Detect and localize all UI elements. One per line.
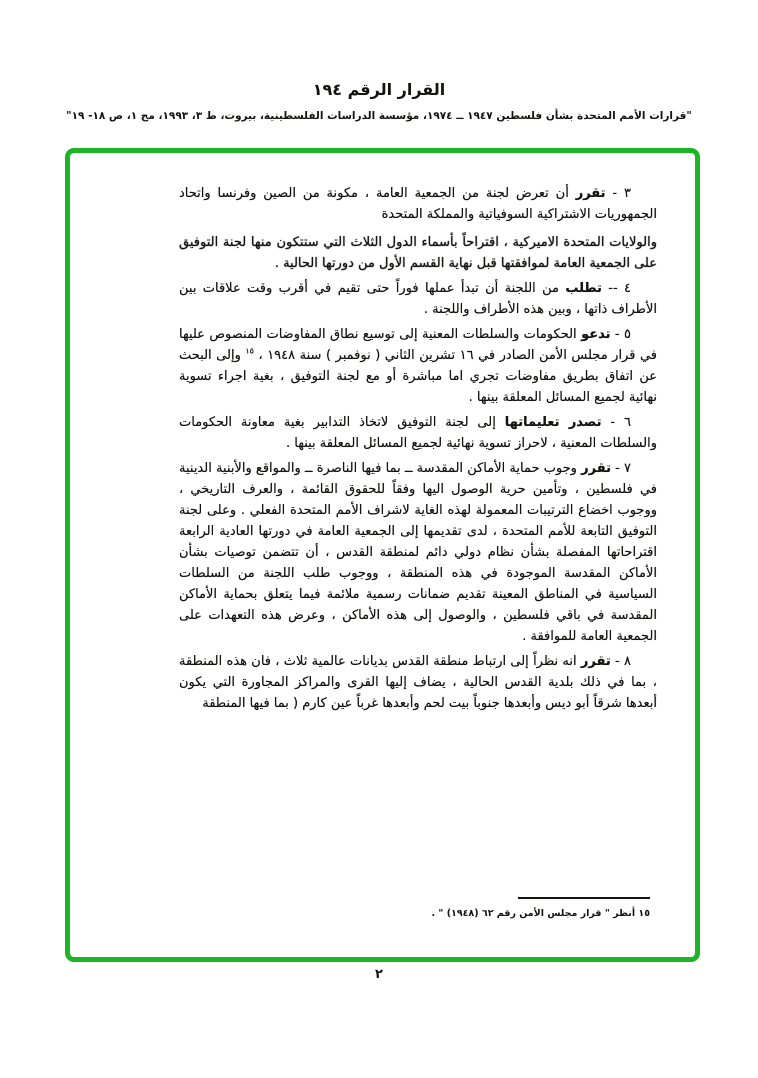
- footnote: [410, 908, 650, 919]
- paragraph-3-lead-word: تقرر: [575, 186, 606, 201]
- paragraph-4-number: ٤ --: [608, 281, 631, 296]
- paragraph-3-body: أن تعرض لجنة من الجمعية العامة ، مكونة من الصين وفرنسا واتحاد الجمهوريات الاشتراكية السوفياتية والمملكة المتحدة: [179, 186, 657, 222]
- paragraph-6-lead-word: تصدر تعليماتها: [504, 415, 602, 430]
- paragraph-4-body: من اللجنة أن تبدأ عملها فوراً حتى تقيم في أقرب وقت علاقات بين الأطراف ذاتها ، وبين هذه الأطراف واللجنة .: [179, 281, 657, 317]
- paragraph-5-body: الحكومات والسلطات المعنية إلى توسيع نطاق المفاوضات المنصوص عليها في قرار مجلس الأمن الصادر في ١٦ تشرين الثاني ( نوفمبر ) سنة ١٩٤٨ ،: [179, 327, 658, 363]
- source-citation: "قرارات الأمم المتحدة بشأن فلسطين ١٩٤٧ ــ ١٩٧٤، مؤسسة الدراسات الفلسطينية، بيروت، ط ٣، ١٩٩٣، مج ١، ص ١٨- ١٩": [66, 110, 692, 122]
- paragraph-7-lead-word: تقرر: [581, 461, 611, 476]
- paragraph-5-lead-word: تدعو: [581, 327, 611, 342]
- paragraph-4: [179, 278, 657, 320]
- paragraph-7-body: وجوب حماية الأماكن المقدسة ــ بما فيها الناصرة ــ والمواقع والأبنية الدينية في فلسطين ، وتأمين حرية الوصول اليها وفقاً للحقوق القائمة ، والعرف التاريخي ، ووجوب اخضاع الترتيبات المعمولة لهذه الغاية لاشراف الأمم المتحدة الفعلي . وعلى لجنة التوفيق التابعة للأمم المتحدة ، لدى تقديمها إلى الجمعية العامة في دورتها العادية الرابعة اقتراحاتها المفصلة بشأن نظام دولي دائم لمنطقة القدس ، أن تتضمن توصيات بشأن الأماكن المقدسة الموجودة في هذه المنطقة ، ووجوب طلب اللجنة من السلطات السياسية في المناطق المعينة تقديم ضمانات رسمية ملائمة فيما يتعلق بحماية الأماكن المقدسة في باقي فلسطين ، والوصول إلى هذه الأماكن ، وعرض هذه التعهدات على الجمعية العامة للموافقة .: [179, 461, 657, 644]
- paragraph-8: [179, 651, 657, 714]
- paragraph-6: [179, 412, 657, 454]
- paragraph-3-number: ٣ -: [612, 186, 631, 201]
- footnote-marker: ١٥: [638, 908, 650, 919]
- paragraph-8-body: انه نظراً إلى ارتباط منطقة القدس بديانات عالمية ثلاث ، فان هذه المنطقة ، بما في ذلك بلدية القدس الحالية ، يضاف إليها القرى والمراكز المجاورة التي يكون أبعدها شرقاً أبو ديس وأبعدها جنوباً بيت لحم وأبعدها غرباً عين كارم ( بما فيها المنطقة: [179, 654, 657, 711]
- paragraph-3: [179, 183, 657, 274]
- paragraph-6-number: ٦ -: [610, 415, 631, 430]
- page-number: ٢: [375, 967, 383, 982]
- paragraph-8-number: ٨ -: [615, 654, 631, 669]
- paragraph-7-number: ٧ -: [615, 461, 632, 476]
- paragraph-5: [179, 324, 657, 408]
- page-title: القرار الرقم ١٩٤: [312, 80, 446, 99]
- paragraph-8-lead-word: تقرر: [580, 654, 611, 669]
- footnote-text: أنظر " قرار مجلس الأمن رقم ٦٢ (١٩٤٨) " .: [431, 908, 636, 919]
- paragraph-6-body: إلى لجنة التوفيق لاتخاذ التدابير بغية معاونة الحكومات والسلطات المعنية ، لاحراز تسوية نهائية لجميع المسائل المعلقة بينها .: [179, 415, 657, 451]
- paragraph-4-lead-word: تطلب: [565, 281, 602, 296]
- footnote-separator-line: [518, 897, 650, 899]
- paragraph-5-number: ٥ -: [614, 327, 631, 342]
- resolution-text: [179, 183, 657, 718]
- footnote-reference-15: ١٥: [245, 346, 254, 356]
- green-border-frame: [65, 148, 700, 962]
- paragraph-7: [179, 458, 657, 647]
- paragraph-5-body-after-ref: وإلى البحث عن اتفاق بطريق مفاوضات تجري اما مباشرة أو مع لجنة التوفيق ، بغية اجراء تسوية نهائية لجميع المسائل المعلقة بينها .: [179, 348, 657, 405]
- paragraph-3-body-continued: والولايات المتحدة الاميركية ، اقتراحاً بأسماء الدول الثلاث التي ستتكون منها لجنة التوفيق على الجمعية العامة لموافقتها قبل نهاية القسم الأول من دورتها الحالية .: [179, 235, 657, 271]
